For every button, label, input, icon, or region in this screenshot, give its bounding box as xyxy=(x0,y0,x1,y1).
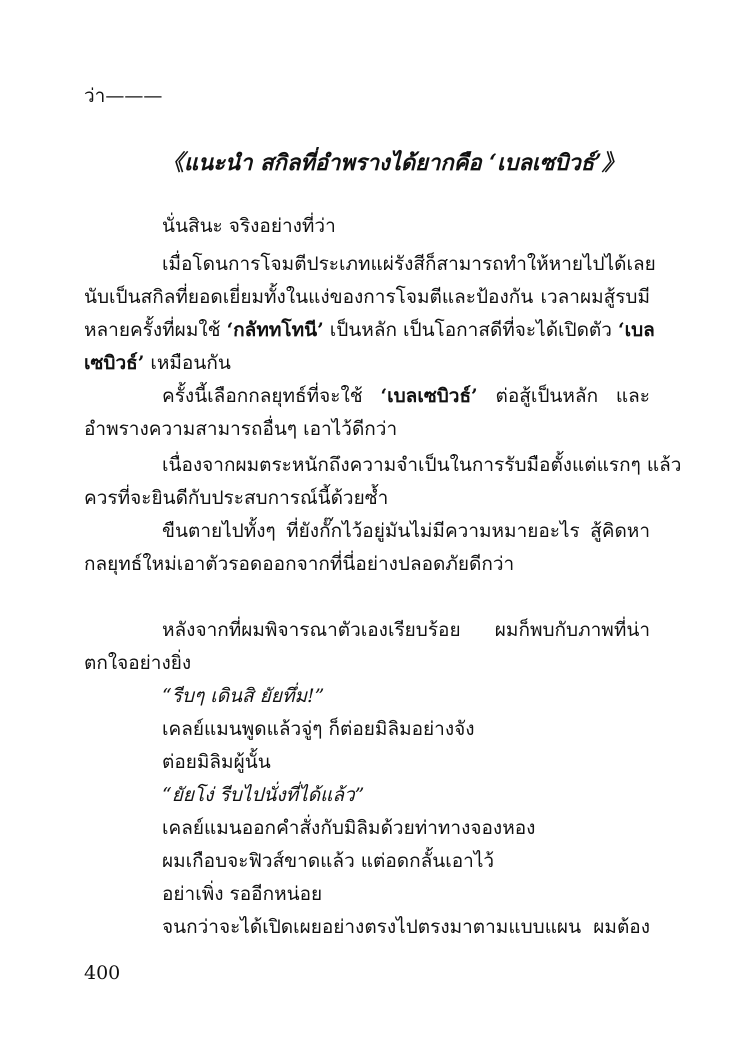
paragraph-line: เคลย์แมนออกคำสั่งกับมิลิมด้วยท่าทางจองหอง xyxy=(162,817,536,839)
paragraph-line xyxy=(162,381,650,411)
paragraph-line: ต่อยมิลิมผู้นั้น xyxy=(162,751,271,773)
text-run: เหมือนกัน xyxy=(144,352,231,374)
dialogue-line: “รีบๆ เดินสิ ยัยทึ่ม!” xyxy=(162,685,325,707)
paragraph-line: อย่าเพิ่ง รออีกหน่อย xyxy=(162,883,323,905)
dialogue-line: “ยัยโง่ รีบไปนั่งที่ได้แล้ว” xyxy=(162,784,365,806)
page-number: 400 xyxy=(84,962,121,984)
skill-name-beelzebuth: เซบิวธ์’ xyxy=(84,352,145,374)
paragraph-line: หลังจากที่ผมพิจารณาตัวเองเรียบร้อย ผมก็พบกับภาพที่น่า xyxy=(162,619,650,641)
skill-name-gluttony: ‘กลัททโทนี’ xyxy=(226,319,324,341)
section-heading: 《แนะนำ สกิลที่อำพรางได้ยากคือ ‘เบลเซบิวธ์’》 xyxy=(162,150,624,176)
paragraph-line xyxy=(84,348,650,378)
skill-name-beelzebuth: ‘เบลเซบิวธ์’ xyxy=(380,385,478,407)
opening-line: ว่า——— xyxy=(84,85,163,107)
paragraph-line xyxy=(84,315,655,345)
paragraph-line: ควรที่จะยินดีกับประสบการณ์นี้ด้วยซ้ำ xyxy=(84,487,389,509)
paragraph-line: เคลย์แมนพูดแล้วจู่ๆ ก็ต่อยมิลิมอย่างจัง xyxy=(162,718,475,740)
paragraph-line: กลยุทธ์ใหม่เอาตัวรอดออกจากที่นี่อย่างปลอดภัยดีกว่า xyxy=(84,553,515,575)
text-run: เป็นหลัก เป็นโอกาสดีที่จะได้เปิดตัว xyxy=(323,319,618,341)
paragraph-line: นั่นสินะ จริงอย่างที่ว่า xyxy=(162,215,336,237)
paragraph-line: เมื่อโดนการโจมตีประเภทแผ่รังสีก็สามารถทำให้หายไปได้เลย xyxy=(162,253,656,275)
paragraph-line: ผมเกือบจะฟิวส์ขาดแล้ว แต่อดกลั้นเอาไว้ xyxy=(162,850,495,872)
paragraph-line: จนกว่าจะได้เปิดเผยอย่างตรงไปตรงมาตามแบบแผน ผมต้อง xyxy=(162,916,650,938)
paragraph-line: นับเป็นสกิลที่ยอดเยี่ยมทั้งในแง่ของการโจมตีและป้องกัน เวลาผมสู้รบมี xyxy=(84,286,650,308)
paragraph-line: อำพรางความสามารถอื่นๆ เอาไว้ดีกว่า xyxy=(84,418,398,440)
paragraph-line: ขืนตายไปทั้งๆ ที่ยังกั๊กไว้อยู่มันไม่มีความหมายอะไร สู้คิดหา xyxy=(162,520,650,542)
skill-name-beelzebuth: ‘เบล xyxy=(617,319,655,341)
paragraph-line: ตกใจอย่างยิ่ง xyxy=(84,652,192,674)
text-run: ครั้งนี้เลือกกลยุทธ์ที่จะใช้ xyxy=(162,385,381,407)
text-run: หลายครั้งที่ผมใช้ xyxy=(84,319,227,341)
paragraph-line: เนื่องจากผมตระหนักถึงความจำเป็นในการรับมือตั้งแต่แรกๆ แล้ว xyxy=(162,454,682,476)
text-run: ต่อสู้เป็นหลัก และ xyxy=(477,385,650,407)
